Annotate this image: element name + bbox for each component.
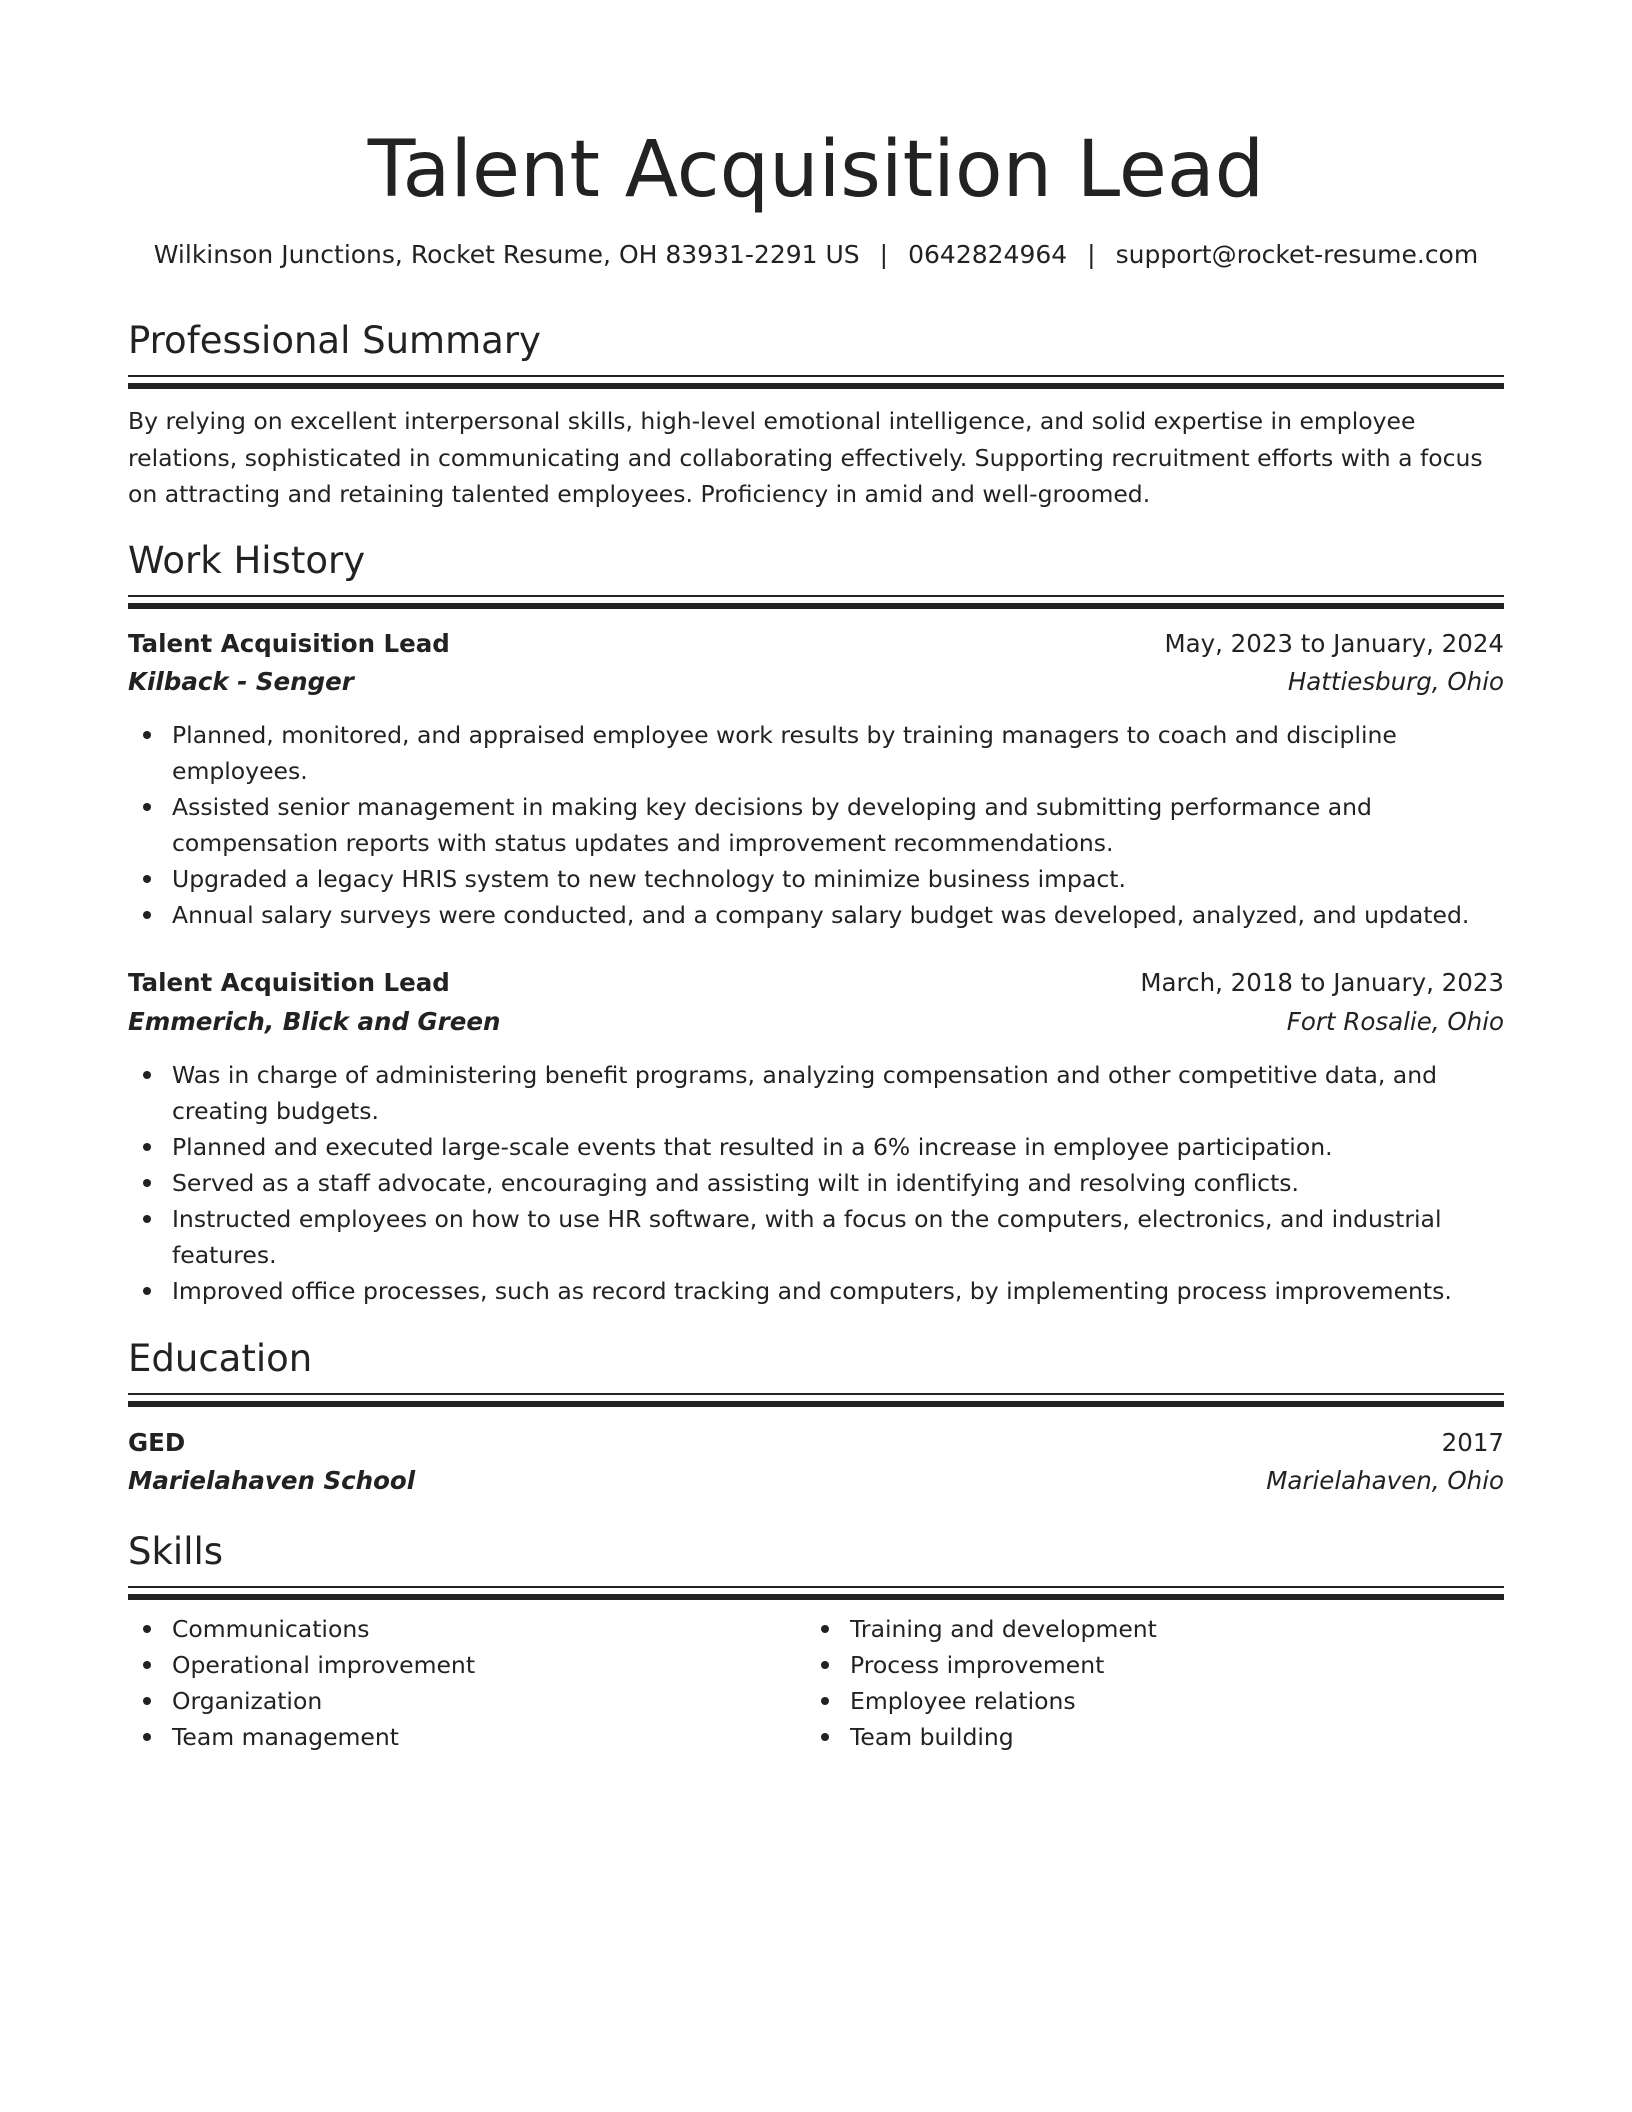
candidate-name: Talent Acquisition Lead (367, 125, 1265, 215)
section-title-skills: Skills (128, 1530, 224, 1573)
education-year: 2017 (1441, 1428, 1504, 1457)
job-title-row (128, 964, 1504, 1002)
list-item: Served as a staff advocate, encouraging and assisting wilt in identifying and resolving conflicts. (172, 1165, 1504, 1201)
section-divider-thin (128, 1586, 1504, 1588)
skills-section-header (128, 1528, 1504, 1600)
job-bullet-list (128, 717, 1504, 933)
education-school: Marielahaven School (128, 1466, 416, 1495)
work-section-header (128, 537, 1504, 609)
section-divider-thick (128, 1594, 1504, 1600)
list-item: Planned, monitored, and appraised employee work results by training managers to coach and discipline employees. (172, 717, 1504, 789)
section-divider-thin (128, 375, 1504, 377)
job-company: Kilback - Senger (128, 667, 354, 696)
job-location: Hattiesburg, Ohio (1287, 667, 1504, 696)
list-item: Annual salary surveys were conducted, and a company salary budget was developed, analyzed, and updated. (172, 897, 1504, 933)
summary-text: By relying on excellent interpersonal skills, high-level emotional intelligence, and solid expertise in employee relations, sophisticated in communicating and collaborating effectively. Supporting recruitment efforts with a focus on attracting and retaining talented employees. Proficiency in amid and well-groomed. (128, 407, 1483, 508)
skill-item: Operational improvement (172, 1647, 768, 1683)
address: Wilkinson Junctions, Rocket Resume, OH 83931-2291 US (153, 240, 860, 269)
skill-item: Communications (172, 1611, 768, 1647)
summary-section-header (128, 317, 1504, 389)
job-company-row (128, 663, 1504, 701)
job-company: Emmerich, Blick and Green (128, 1007, 501, 1036)
contact-separator: | (1087, 240, 1096, 269)
section-title-summary: Professional Summary (128, 319, 541, 362)
job-title-row (128, 625, 1504, 663)
list-item: Improved office processes, such as record tracking and computers, by implementing process improvements. (172, 1273, 1504, 1309)
contact-separator: | (879, 240, 889, 269)
list-item: Upgraded a legacy HRIS system to new technology to minimize business impact. (172, 861, 1504, 897)
job-company-row (128, 1003, 1504, 1041)
skill-item: Training and development (850, 1611, 1446, 1647)
job-dates: March, 2018 to January, 2023 (1140, 968, 1504, 997)
list-item: Was in charge of administering benefit programs, analyzing compensation and other competitive data, and creating budgets. (172, 1057, 1504, 1129)
section-divider-thin (128, 595, 1504, 597)
skills-list-left (128, 1611, 768, 1755)
skill-item: Employee relations (850, 1683, 1446, 1719)
job-location: Fort Rosalie, Ohio (1286, 1007, 1504, 1036)
section-title-work: Work History (128, 539, 366, 582)
list-item: Assisted senior management in making key decisions by developing and submitting performance and compensation reports with status updates and improvement recommendations. (172, 789, 1504, 861)
education-degree-row (128, 1424, 1504, 1462)
section-divider-thick (128, 1401, 1504, 1407)
education-location: Marielahaven, Ohio (1266, 1466, 1504, 1495)
skills-column-left (128, 1611, 768, 1755)
skill-item: Team building (850, 1719, 1446, 1755)
section-title-education: Education (128, 1337, 313, 1380)
skill-item: Team management (172, 1719, 768, 1755)
skills-list-right (806, 1611, 1446, 1755)
list-item: Instructed employees on how to use HR software, with a focus on the computers, electronics, and industrial features. (172, 1201, 1504, 1273)
education-school-row (128, 1462, 1504, 1500)
list-item: Planned and executed large-scale events that resulted in a 6% increase in employee participation. (172, 1129, 1504, 1165)
skill-item: Process improvement (850, 1647, 1446, 1683)
job-title: Talent Acquisition Lead (128, 629, 450, 658)
contact-line (128, 237, 1504, 273)
section-divider-thick (128, 603, 1504, 609)
phone: 0642824964 (908, 240, 1068, 269)
skills-column-right (806, 1611, 1446, 1755)
job-dates: May, 2023 to January, 2024 (1164, 629, 1504, 658)
job-title: Talent Acquisition Lead (128, 968, 450, 997)
skill-item: Organization (172, 1683, 768, 1719)
section-divider-thin (128, 1393, 1504, 1395)
education-degree: GED (128, 1428, 186, 1457)
email: support@rocket-resume.com (1115, 240, 1479, 269)
education-section-header (128, 1335, 1504, 1407)
section-divider-thick (128, 383, 1504, 389)
job-bullet-list (128, 1057, 1504, 1309)
